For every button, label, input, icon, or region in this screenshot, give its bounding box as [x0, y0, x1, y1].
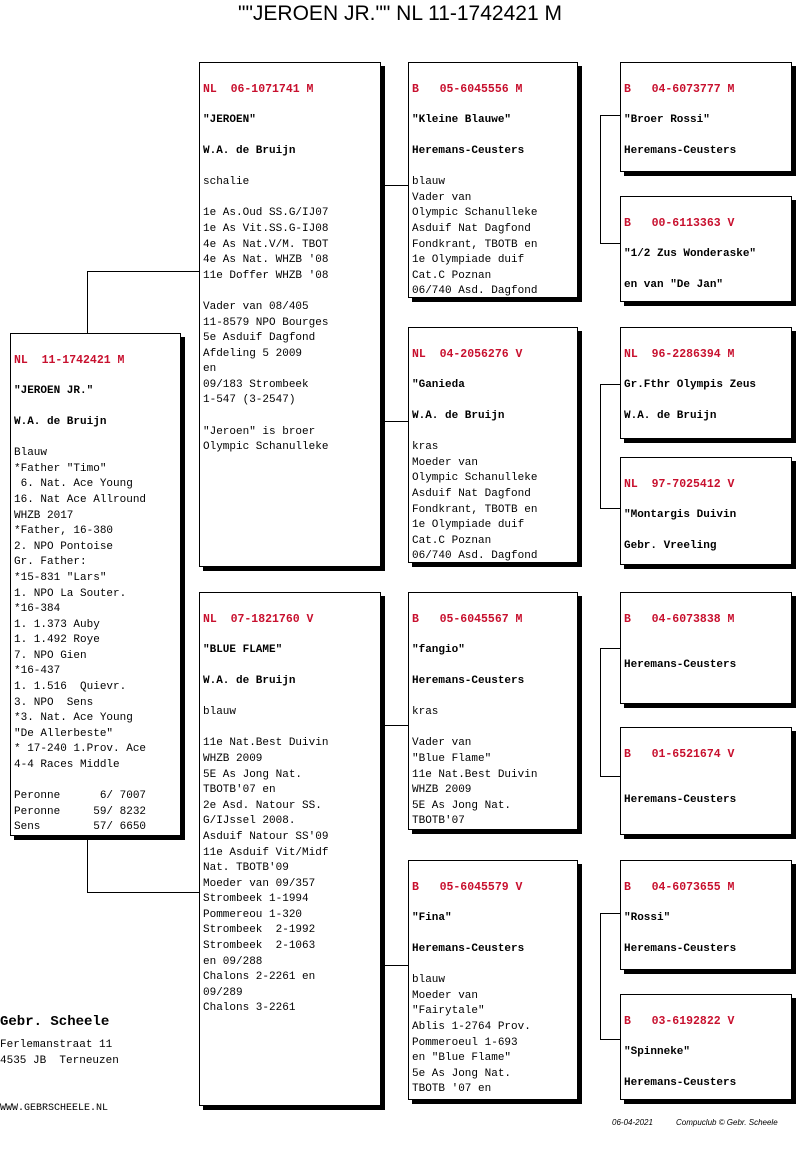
connector-line — [600, 1039, 620, 1040]
ring-number: B 05-6045579 V — [412, 880, 523, 894]
pigeon-name: "JEROEN JR." — [14, 384, 94, 397]
connector-line — [600, 243, 620, 244]
pigeon-name: "Broer Rossi" — [624, 113, 710, 126]
connector-line — [384, 421, 408, 422]
pigeon-notes: schalie 1e As.Oud SS.G/IJ07 1e As Vit.SS.G-IJ08 4e As Nat.V/M. TBOT 4e As Nat. WHZB '08 11e Doffer WHZB '08 Vader van 08/405 11-8579 NPO Bourges 5e Asduif Dagfond Afdeling 5 2009 en 09/183 Strombeek 1-547 (3-2547) "Jeroen" is broer Olympic Schanulleke — [203, 176, 329, 454]
connector-line — [600, 648, 620, 649]
pigeon-name: "JEROEN" — [203, 113, 256, 126]
connector-line — [600, 115, 620, 116]
owner-name: Heremans-Ceusters — [624, 794, 737, 807]
dsd-card — [620, 727, 792, 835]
ddd-card — [620, 994, 792, 1100]
ring-number: B 01-6521674 V — [624, 747, 735, 761]
footer-credit: Compuclub © Gebr. Scheele — [676, 1118, 778, 1127]
sire-card — [199, 62, 381, 567]
ring-number: B 04-6073655 M — [624, 880, 735, 894]
pigeon-name: "Kleine Blauwe" — [412, 113, 512, 126]
owner-name: Heremans-Ceusters — [624, 144, 737, 157]
owner-name: W.A. de Bruijn — [412, 409, 505, 422]
pigeon-name: "BLUE FLAME" — [203, 643, 283, 656]
ring-number: B 05-6045567 M — [412, 612, 523, 626]
owner-name: Heremans-Ceusters — [412, 144, 525, 157]
sire-sire-card — [408, 62, 578, 298]
owner-name: Gebr. Vreeling — [624, 539, 717, 552]
dam-dam-card — [408, 860, 578, 1100]
dds-card — [620, 860, 792, 970]
pigeon-name: "fangio" — [412, 643, 465, 656]
owner-name: Heremans-Ceusters — [624, 1076, 737, 1089]
owner-name: en van "De Jan" — [624, 278, 724, 291]
breeder-website[interactable]: WWW.GEBRSCHEELE.NL — [0, 1103, 109, 1114]
owner-name: Heremans-Ceusters — [412, 942, 525, 955]
ring-number: NL 07-1821760 V — [203, 612, 314, 626]
pigeon-name: Gr.Fthr Olympis Zeus — [624, 378, 757, 391]
ring-number: B 05-6045556 M — [412, 82, 523, 96]
connector-line — [600, 384, 620, 385]
ring-number: B 04-6073838 M — [624, 612, 735, 626]
pigeon-notes: blauw 11e Nat.Best Duivin WHZB 2009 5E As Jong Nat. TBOTB'07 en 2e Asd. Natour SS. G/IJssel 2008. Asduif Natour SS'09 11e Asduif Vit/Midf Nat. TBOTB'09 Moeder van 09/357 Strombeek 1-1994 Pommereou 1-320 Strombeek 2-1992 Strombeek 2-1063 en 09/288 Chalons 2-2261 en 09/289 Chalons 3-2261 — [203, 706, 329, 1015]
connector-line — [384, 185, 385, 421]
ring-number: NL 97-7025412 V — [624, 477, 735, 491]
connector-line — [384, 965, 408, 966]
breeder-street: Ferlemanstraat 11 — [0, 1039, 113, 1051]
ring-number: B 03-6192822 V — [624, 1014, 735, 1028]
ring-number: B 04-6073777 M — [624, 82, 735, 96]
connector-line — [600, 115, 601, 243]
pigeon-notes: kras Moeder van Olympic Schanulleke Asduif Nat Dagfond Fondkrant, TBOTB en 1e Olympiade duif Cat.C Poznan 06/740 Asd. Dagfond — [412, 441, 538, 563]
sire-dam-card — [408, 327, 578, 563]
pigeon-name: "Spinneke" — [624, 1045, 691, 1058]
dss-card — [620, 592, 792, 704]
sds-card — [620, 327, 792, 439]
connector-line — [384, 725, 408, 726]
owner-name: Heremans-Ceusters — [412, 674, 525, 687]
pigeon-name: "Montargis Duivin — [624, 508, 737, 521]
ring-number: NL 06-1071741 M — [203, 82, 314, 96]
pigeon-name: "1/2 Zus Wonderaske" — [624, 247, 757, 260]
ring-number: NL 96-2286394 M — [624, 347, 735, 361]
footer-date: 06-04-2021 — [612, 1118, 653, 1127]
connector-line — [600, 776, 620, 777]
main-pigeon-card — [10, 333, 181, 836]
ring-number: NL 11-1742421 M — [14, 353, 125, 367]
owner-name: Heremans-Ceusters — [624, 659, 737, 672]
owner-name: W.A. de Bruijn — [203, 674, 296, 687]
pigeon-notes: blauw Vader van Olympic Schanulleke Asduif Nat Dagfond Fondkrant, TBOTB en 1e Olympiade duif Cat.C Poznan 06/740 Asd. Dagfond — [412, 176, 538, 298]
pigeon-name: "Fina" — [412, 911, 452, 924]
connector-line — [600, 508, 620, 509]
connector-line — [384, 725, 385, 965]
owner-name: W.A. de Bruijn — [624, 409, 717, 422]
dam-sire-card — [408, 592, 578, 830]
pigeon-name: "Rossi" — [624, 911, 671, 924]
pedigree-title: ""JEROEN JR."" NL 11-1742421 M — [238, 2, 562, 25]
dam-card — [199, 592, 381, 1106]
connector-line — [600, 384, 601, 508]
ring-number: NL 04-2056276 V — [412, 347, 523, 361]
owner-name: W.A. de Bruijn — [203, 144, 296, 157]
breeder-city: 4535 JB Terneuzen — [0, 1055, 119, 1067]
pigeon-notes: blauw Moeder van "Fairytale" Ablis 1-2764 Prov. Pommeroeul 1-693 en "Blue Flame" 5e As Jong Nat. TBOTB '07 en — [412, 974, 531, 1096]
owner-name: W.A. de Bruijn — [14, 415, 107, 428]
ring-number: B 00-6113363 V — [624, 216, 735, 230]
connector-line — [600, 913, 601, 1039]
pigeon-notes: kras Vader van "Blue Flame" 11e Nat.Best Duivin WHZB 2009 5E As Jong Nat. TBOTB'07 — [412, 706, 538, 828]
pigeon-name: "Ganieda — [412, 378, 465, 391]
connector-line — [87, 892, 200, 893]
sdd-card — [620, 457, 792, 565]
breeder-name: Gebr. Scheele — [0, 1014, 110, 1030]
connector-line — [384, 185, 408, 186]
connector-line — [87, 271, 88, 333]
connector-line — [87, 836, 88, 892]
sss-card — [620, 62, 792, 172]
connector-line — [600, 913, 620, 914]
connector-line — [600, 648, 601, 776]
owner-name: Heremans-Ceusters — [624, 942, 737, 955]
pigeon-notes: Blauw *Father "Timo" 6. Nat. Ace Young 16. Nat Ace Allround WHZB 2017 *Father, 16-380 2. NPO Pontoise Gr. Father: *15-831 "Lars" 1. NPO La Souter. *16-384 1. 1.373 Auby 1. 1.492 Roye 7. NPO Gien *16-437 1. 1.516 Quievr. 3. NPO Sens *3. Nat. Ace Young "De Allerbeste" * 17-240 1.Prov. Ace 4-4 Races Middle Peronne 6/ 7007 Peronne 59/ 8232 Sens 57/ 6650 — [14, 447, 147, 834]
connector-line — [87, 271, 200, 272]
ssd-card — [620, 196, 792, 302]
